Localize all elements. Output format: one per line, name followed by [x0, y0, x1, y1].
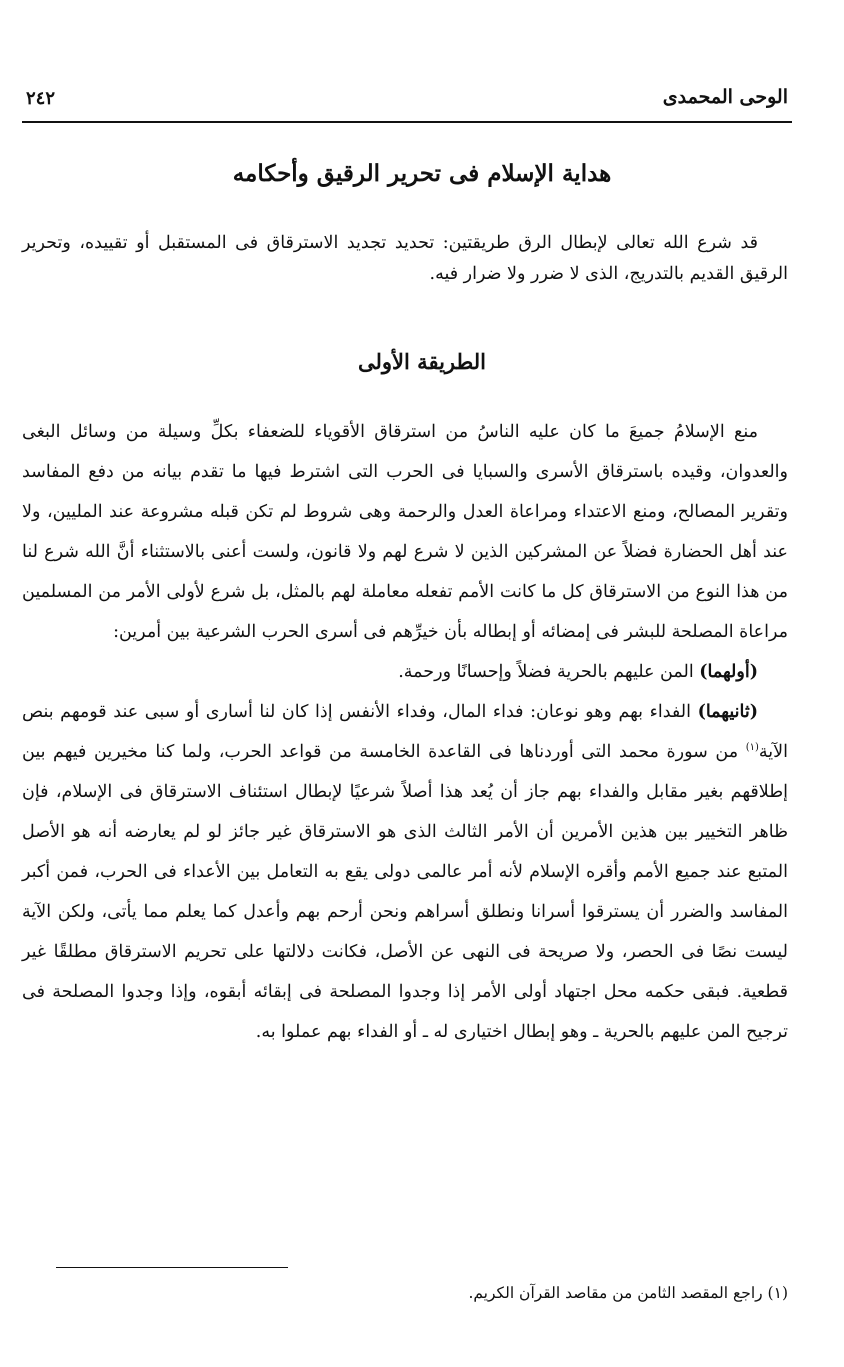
footnote-reference[interactable]: (١)	[745, 742, 759, 754]
option-1-paragraph	[22, 652, 788, 692]
section-title: الطريقة الأولى	[358, 349, 486, 374]
body-text	[22, 412, 788, 1052]
option-2-lead: (ثانيهما)	[697, 702, 758, 722]
option-1-text: المن عليهم بالحرية فضلاً وإحسانًا ورحمة.	[398, 662, 700, 682]
header-rule	[22, 121, 792, 123]
intro-paragraph: قد شرع الله تعالى لإبطال الرق طريقتين: تحديد تجديد الاسترقاق فى المستقبل أو تقييده، وتحرير الرقيق القديم بالتدريج، الذى لا ضرر ولا ضرار فيه.	[22, 233, 788, 284]
running-header	[26, 86, 788, 116]
option-1-lead: (أولهما)	[699, 662, 758, 682]
option-2-paragraph	[22, 692, 788, 1052]
paragraph-1: منع الإسلامُ جميعَ ما كان عليه الناسُ من استرقاق الأقوياء للضعفاء بكلِّ وسيلة من وسائل البغى والعدوان، وقيده باسترقاق الأسرى والسبايا فى الحرب التى اشترط فيها ما تقدم بيانه من دفع المفاسد وتقرير المصالح، ومنع الاعتداء ومراعاة العدل والرحمة وهى شروط لم تكن قبله مشروعة عند المليين، ولا عند أهل الحضارة فضلاً عن المشركين الذين لا شرع لهم ولا قانون، ولست أعنى بالاستثناء أنَّ الله شرع لنا من هذا النوع من الاسترقاق كل ما كانت الأمم تفعله معاملة لهم بالمثل، بل شرع لأولى الأمر من المسلمين مراعاة المصلحة للبشر فى إمضائه أو إبطاله بأن خيرِّهم فى أسرى الحرب الشرعية بين أمرين:	[22, 422, 788, 642]
option-2-text-end: من سورة محمد التى أوردناها فى القاعدة الخامسة من قواعد الحرب، ولما كنا مخيرين فيهم بين إطلاقهم بغير مقابل والفداء بهم جاز أن يُعد هذا أصلاً شرعيًا لإبطال استئناف الاسترقاق فى الإسلام، فإن ظاهر التخيير بين هذين الأمرين أن الأمر الثالث الذى هو الاسترقاق غير جائز لو لم يعارضه أنه هو الأصل المتبع عند جميع الأمم وأقره الإسلام لأنه أمر عالمى دولى يقع به التعامل بين الأعداء فى الحرب، فمن أكبر المفاسد والضرر أن يسترقوا أسرانا ونطلق أسراهم ونحن أرحم بهم وأعدل كما يعلم مما يأتى، ولكن الآية ليست نصًا فى الحصر، ولا صريحة فى النهى عن الأصل، فكانت دلالتها على تحريم الاسترقاق مطلقًا غير قطعية. فبقى حكمه محل اجتهاد أولى الأمر إذا وجدوا المصلحة فى إبقائه أبقوه، وإذا وجدوا المصلحة فى ترجيح المن عليهم بالحرية ـ وهو إبطال اختيارى له ـ أو الفداء بهم عملوا به.	[22, 742, 788, 1042]
option-2-text-start: الفداء بهم وهو نوعان: فداء المال، وفداء الأنفس إذا كان لنا أسارى أو سبى عند قومهم بنص الآية	[22, 702, 788, 762]
book-title: الوحى المحمدى	[662, 86, 788, 108]
page-number: ٢٤٢	[26, 88, 56, 109]
footnote: (١) راجع المقصد الثامن من مقاصد القرآن الكريم.	[468, 1284, 788, 1302]
chapter-title: هداية الإسلام فى تحرير الرقيق وأحكامه	[232, 160, 612, 187]
footnote-rule	[56, 1267, 288, 1268]
